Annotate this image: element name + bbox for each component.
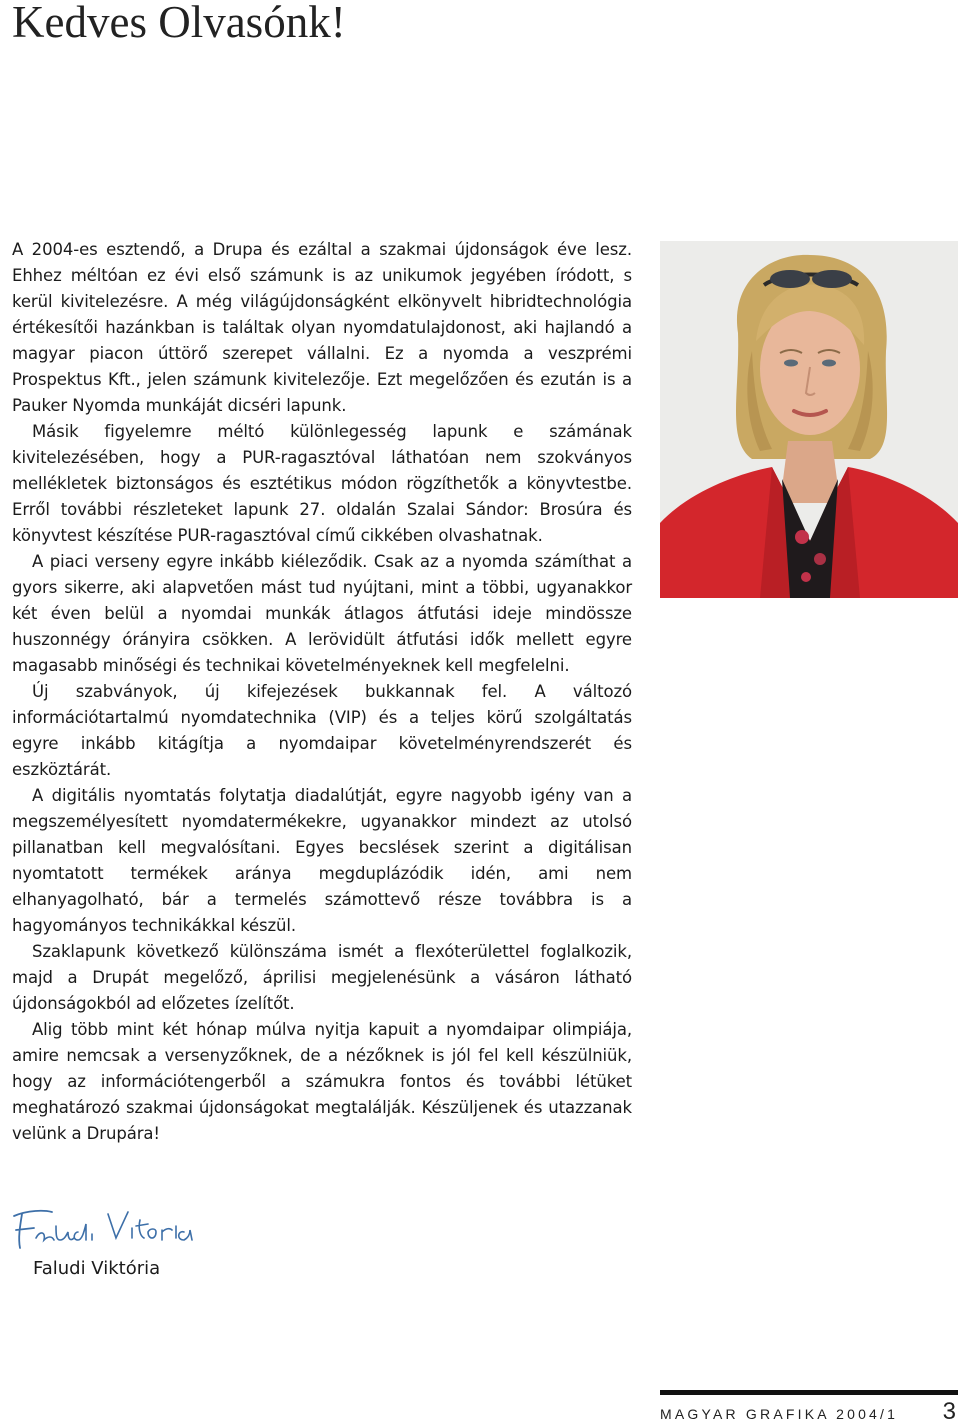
portrait-illustration	[660, 241, 958, 598]
page-title: Kedves Olvasónk!	[12, 0, 346, 47]
paragraph: Szaklapunk következő különszáma ismét a flexóterülettel foglalkozik, majd a Drupát megelőző, áprilisi megjelenésünk a vásáron látható újdonságokból ad előzetes ízelítőt.	[12, 942, 632, 1013]
paragraph: A 2004-es esztendő, a Drupa és ezáltal a szakmai újdonságok éve lesz. Ehhez méltóan ez évi első számunk is az unikumok jegyében íródott, s kerül kivitelezésre. A még világújdonságként elkönyvelt hibridtechnológia értékesítői hazánkban is találtak olyan nyomdatulajdonost, aki hajlandó a magyar piacon úttörő szerepet vállalni. Ez a nyomda a veszprémi Prospektus Kft., jelen számunk kivitelezője. Ezt megelőzően és ezután is a Pauker Nyomda munkáját dicséri lapunk.	[12, 240, 632, 415]
author-portrait	[660, 241, 958, 598]
page-number: 3	[942, 1398, 956, 1425]
magazine-issue: MAGYAR GRAFIKA 2004/1	[660, 1406, 899, 1422]
signature	[8, 1202, 198, 1254]
paragraph: Új szabványok, új kifejezések bukkannak fel. A változó információtartalmú nyomdatechnika (VIP) és a teljes körű szolgáltatás egyre inkább kitágítja a nyomdaipar követelményrendszerét és eszköztárát.	[12, 682, 632, 779]
signature-name: Faludi Viktória	[33, 1258, 161, 1279]
paragraph: Alig több mint két hónap múlva nyitja kapuit a nyomdaipar olimpiája, amire nemcsak a versenyzőknek, de a nézőknek is jól fel kell készülniük, hogy az információtengerből a számukra fontos és további létüket meghatározó szakmai újdonságokat megtalálják. Készüljenek és utazzanak velünk a Drupára!	[12, 1020, 632, 1143]
footer-rule	[660, 1390, 958, 1395]
page-footer	[660, 1398, 958, 1425]
paragraph: A piaci verseny egyre inkább kiéleződik. Csak az a nyomda számíthat a gyors sikerre, aki alapvetően mást tud nyújtani, mint a többi, ugyanakkor két éven belül a nyomdai munkák átlagos átfutási ideje mindössze huszonnégy órányira csökken. A lerövidült átfutási idők mellett egyre magasabb minőségi és technikai követelményeknek kell megfelelni.	[12, 552, 632, 675]
paragraph: A digitális nyomtatás folytatja diadalútját, egyre nagyobb igény van a megszemélyesített nyomdatermékekre, ugyanakkor mindezt az utolsó pillanatban kell megvalósítani. Egyes becslések szerint a digitálisan nyomtatott termékek aránya megduplázódik idén, ami nem elhanyagolható, bár a termelés számottevő része továbbra is a hagyományos technikákkal készül.	[12, 786, 632, 935]
signature-handwriting	[8, 1202, 198, 1254]
paragraph: Másik figyelemre méltó különlegesség lapunk e számának kivitelezésében, hogy a PUR-ragasztóval láthatóan nem szokványos mellékletek biztonságos és esztétikus módon rögzíthetők a könyvtestbe. Erről további részleteket lapunk 27. oldalán Szalai Sándor: Brosúra és könyvtest készítése PUR-ragasztóval című cikkében olvashatnak.	[12, 422, 632, 545]
editorial-text	[12, 237, 632, 1147]
